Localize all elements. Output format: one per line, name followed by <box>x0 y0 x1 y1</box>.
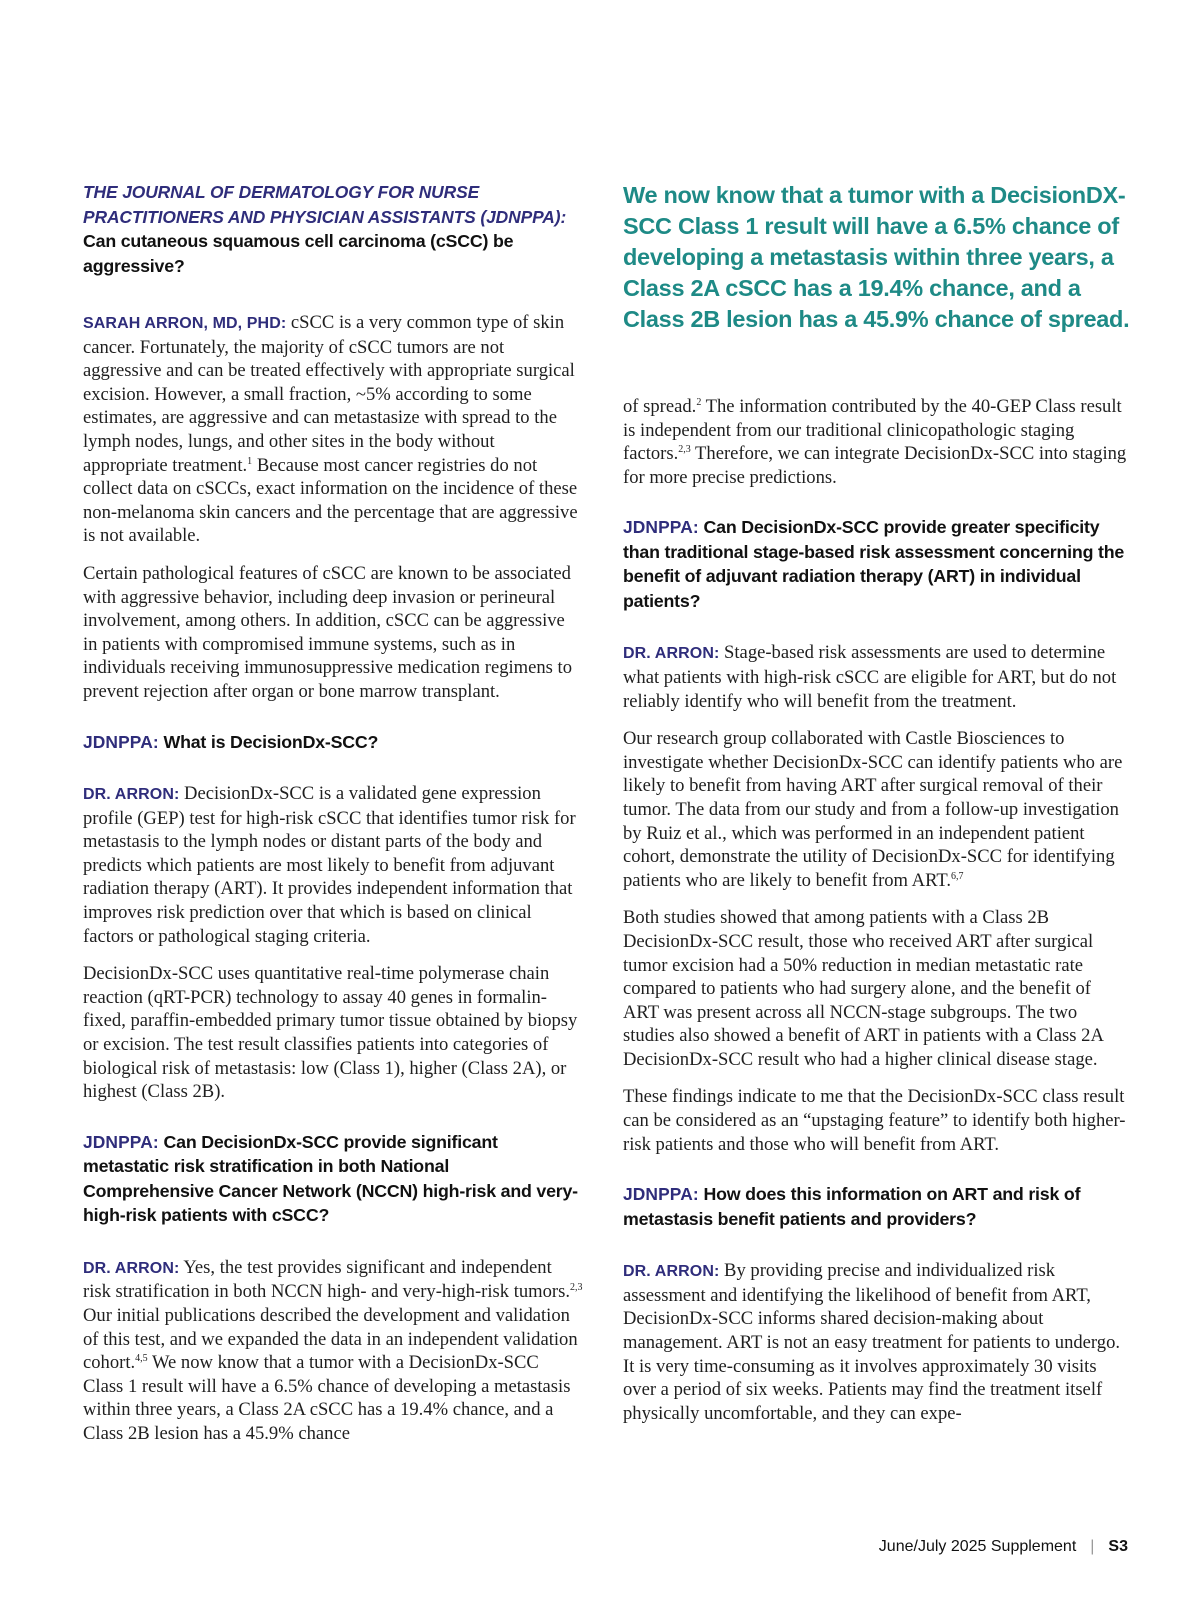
body-text: The information contributed by the 40-GEP Class result is independent from our traditional clinicopathologic staging factors. <box>623 396 1122 465</box>
speaker-label: DR. ARRON: <box>83 786 180 803</box>
citation: 2,3 <box>570 1282 583 1294</box>
speaker-label: DR. ARRON: <box>623 1263 720 1281</box>
footer-separator: | <box>1090 1538 1095 1555</box>
right-column <box>623 180 1130 1439</box>
speaker-label: DR. ARRON: <box>623 645 720 663</box>
pull-quote: We now know that a tumor with a DecisionDX-SCC Class 1 result will have a 6.5% chance of developing a metastasis within three years, a Class 2A cSCC has a 19.4% chance, and a Class 2B lesion has a 45.9% chance of spread. <box>623 182 1130 332</box>
interview-question <box>623 1182 1130 1231</box>
question-text: How does this information on ART and risk of metastasis benefit patients and providers? <box>623 1184 1081 1229</box>
interview-question <box>83 1130 583 1228</box>
question-text: What is DecisionDx-SCC? <box>158 731 379 752</box>
body-text: of spread. <box>623 396 697 417</box>
question-label: JDNPPA: <box>623 517 699 538</box>
body-paragraph <box>623 727 1130 892</box>
citation: 2,3 <box>678 444 691 455</box>
interview-question <box>623 515 1130 613</box>
question-text: Can cutaneous squamous cell carcinoma (cSCC) be aggressive? <box>83 231 514 276</box>
answer-paragraph <box>83 311 583 548</box>
answer-text: cSCC is a very common type of skin cancer. Fortunately, the majority of cSCC tumors are not aggressive and can be treated effectively with appropriate surgical excision. However, a small fraction, ~5% according to some estimates, are aggressive and can metastasize with spread to the lymph nodes, lungs, and other sites in the body without appropriate treatment. <box>83 312 575 476</box>
question-label: JDNPPA: <box>83 731 159 752</box>
question-text: Can DecisionDx-SCC provide greater specificity than traditional stage-based risk assessment concerning the benefit of adjuvant radiation therapy (ART) in individual patients? <box>623 517 1125 611</box>
body-paragraph: These findings indicate to me that the DecisionDx-SCC class result can be considered as an “upstaging feature” to identify both higher-risk patients and those who will benefit from ART. <box>623 1086 1126 1155</box>
question-label: JDNPPA: <box>623 1184 699 1205</box>
speaker-label: DR. ARRON: <box>83 1259 180 1277</box>
speaker-label: SARAH ARRON, MD, PHD: <box>83 315 287 332</box>
answer-paragraph <box>623 641 1130 713</box>
body-text: Our research group collaborated with Castle Biosciences to investigate whether DecisionDx-SCC can identify patients who are likely to benefit from having ART after surgical removal of their tumor. The data from our study and from a follow-up investigation by Ruiz et al., which was performed in an independent patient cohort, demonstrate the utility of DecisionDx-SCC for identifying patients who are likely to benefit from ART. <box>623 728 1123 891</box>
left-column <box>83 180 583 1459</box>
question-label: JDNPPA: <box>83 1131 159 1152</box>
answer-paragraph <box>83 782 583 948</box>
journal-label: THE JOURNAL OF DERMATOLOGY FOR NURSE PRACTITIONERS AND PHYSICIAN ASSISTANTS (JDNPPA): <box>83 182 567 227</box>
answer-text: Yes, the test provides significant and independent risk stratification in both NCCN high- and very-high-risk tumors. <box>83 1256 570 1303</box>
body-paragraph: Both studies showed that among patients with a Class 2B DecisionDx-SCC result, those who received ART after surgical tumor excision had a 50% reduction in median metastatic rate compared to patients who had surgery alone, and the benefit of ART was present across all NCCN-stage subgroups. The two studies also showed a benefit of ART in patients with a Class 2A DecisionDx-SCC result who had a higher clinical disease stage. <box>623 907 1103 1070</box>
issue-label: June/July 2025 Supplement <box>878 1538 1077 1555</box>
answer-text: DecisionDx-SCC is a validated gene expression profile (GEP) test for high-risk cSCC that identifies tumor risk for metastasis to the lymph nodes or distant parts of the body and predicts which patients are most likely to benefit from adjuvant radiation therapy (ART). It provides independent information that improves risk prediction over that which is based on clinical factors or pathological staging criteria. <box>83 783 576 947</box>
answer-text: Stage-based risk assessments are used to determine what patients with high-risk cSCC are eligible for ART, but do not reliably identify who will benefit from the treatment. <box>623 642 1117 712</box>
answer-text: By providing precise and individualized risk assessment and identifying the likelihood of benefit from ART, DecisionDx-SCC informs shared decision-making about management. ART is not an easy treatment for patients to undergo. It is very time-consuming as it involves approximately 30 visits over a period of six weeks. Patients may find the treatment itself physically uncomfortable, and they can expe- <box>623 1260 1121 1424</box>
answer-text: Because most cancer registries do not collect data on cSCCs, exact information on the incidence of these non-melanoma skin cancers and the percentage that are aggressive is not available. <box>83 454 578 547</box>
body-paragraph <box>623 395 1130 489</box>
body-text: Therefore, we can integrate DecisionDx-SCC into staging for more precise predictions. <box>623 443 1127 488</box>
answer-text: We now know that a tumor with a DecisionDx-SCC Class 1 result will have a 6.5% chance of developing a metastasis within three years, a Class 2A cSCC has a 19.4% chance, and a Class 2B lesion has a 45.9% chance <box>83 1352 571 1444</box>
body-paragraph: Certain pathological features of cSCC are known to be associated with aggressive behavior, including deep invasion or perineural involvement, among others. In addition, cSCC can be aggressive in patients with compromised immune systems, such as in individuals receiving immunosuppressive medication regimens to prevent rejection after organ or bone marrow transplant. <box>83 562 573 702</box>
citation: 1 <box>247 455 253 467</box>
answer-text: Our initial publications described the development and validation of this test, and we expanded the data in an independent validation cohort. <box>83 1304 578 1374</box>
answer-paragraph <box>83 1256 583 1446</box>
citation: 6,7 <box>950 870 964 882</box>
citation: 2 <box>696 396 702 408</box>
intro-question <box>83 180 583 278</box>
citation: 4,5 <box>135 1352 148 1364</box>
page-number: S3 <box>1108 1538 1128 1555</box>
page-footer <box>879 1538 1128 1556</box>
body-paragraph: DecisionDx-SCC uses quantitative real-time polymerase chain reaction (qRT-PCR) technology to assay 40 genes in formalin-fixed, paraffin-embedded primary tumor tissue obtained by biopsy or excision. The test result classifies patients into categories of biological risk of metastasis: low (Class 1), higher (Class 2A), or highest (Class 2B). <box>83 963 578 1103</box>
question-text: Can DecisionDx-SCC provide significant metastatic risk stratification in both National Comprehensive Cancer Network (NCCN) high-risk and very-high-risk patients with cSCC? <box>83 1131 578 1226</box>
interview-question <box>83 730 583 755</box>
answer-paragraph <box>623 1259 1130 1425</box>
